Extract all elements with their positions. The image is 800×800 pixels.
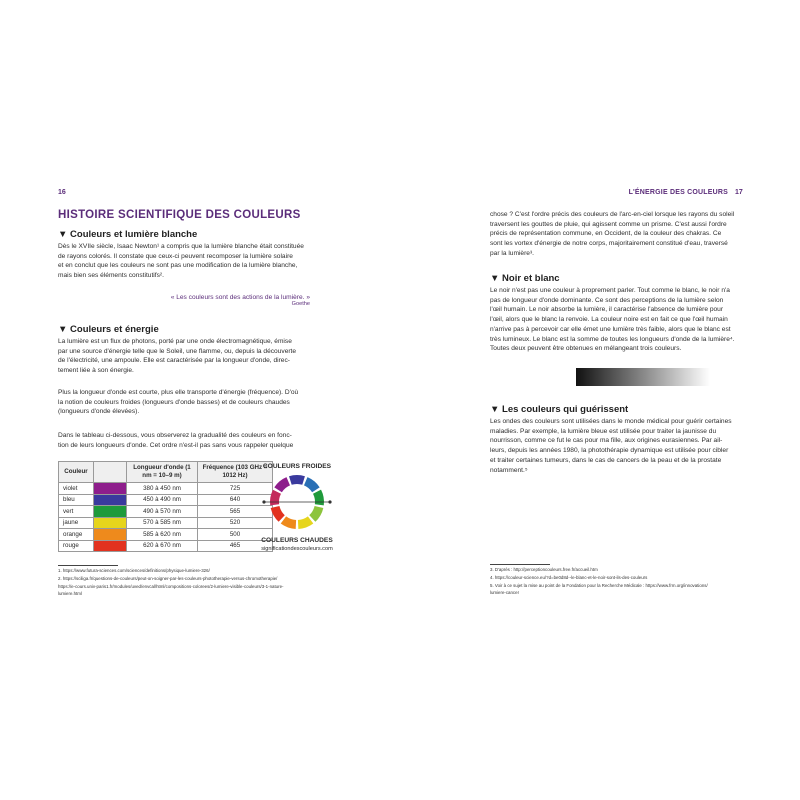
section-noir-blanc xyxy=(490,273,745,354)
wheel-segment xyxy=(270,490,281,506)
page-number-right: 17 xyxy=(735,189,743,196)
section-body: Les ondes des couleurs sont utilisées dans le monde médical pour guérir certaines maladies. Par exemple, la lumière bleue est utilisée pour traiter la jaunisse du nourrisson, comme ce fut le cas pour ma fille, aux origines eurasiennes. Par ail- leurs, depuis les années 1980, la photothérapie dynamique est utilisée pour cibler et traiter certaines tumeurs, dans le cas de cancers de la peau et de la prostate notamment.⁵ xyxy=(490,418,732,474)
section-heading: ▼ Couleurs et lumière blanche xyxy=(58,229,198,240)
section-body: Dès le XVIIe siècle, Isaac Newton¹ a compris que la lumière blanche était constituée de rayons colorés. Il constate que ceux-ci peuvent recomposer la lumière solaire et en conclut que les couleurs ne sont pas une modification de la lumière blanche, mais bien ses éléments constitutifs². xyxy=(58,243,304,280)
color-name: orange xyxy=(59,529,94,541)
footnotes-left: 1. https://www.futura-sciences.com/sciences/definitions/physique-lumiere-326/ 2. https://sciliga.fr/questions-de-couleurs/peut-on-soigner-par-les-couleurs-phototherapie-versus-chromotherapie/ https://e-cours.univ-paris1.fr/modules/uved/envcal/html/compositions-colorees/2-lumiere-visible-couleurs/3-1-nature- lumiere.html xyxy=(58,568,284,597)
paragraph-tableau: Dans le tableau ci-dessous, vous observerez la gradualité des couleurs en fonc- tion de leurs longueurs d'onde. Cet ordre n'est-il pas sans vous rappeler quelque xyxy=(58,432,294,449)
frequency-cell: 565 xyxy=(198,506,273,518)
paragraph-frequence: Plus la longueur d'onde est courte, plus elle transporte d'énergie (fréquence). D'où la notion de couleurs froides (longueurs d'onde basses) et de couleurs chaudes (longueurs d'onde élevées). xyxy=(58,389,299,416)
frequency-cell: 500 xyxy=(198,529,273,541)
color-swatch xyxy=(94,506,127,518)
wheel-segment xyxy=(271,506,285,522)
section-body: La lumière est un flux de photons, porté par une onde électromagnétique, émise par une source d'énergie telle que le Soleil, une flamme, ou, depuis la découverte de l'électricité, une ampoule. Elle est caractérisée par la longueur d'onde, direc- tement liée à son énergie. xyxy=(58,338,297,375)
wheel-segment xyxy=(298,516,313,529)
color-name: violet xyxy=(59,483,94,495)
quote-source: Goethe xyxy=(291,301,310,307)
section-heading: ▼ Noir et blanc xyxy=(490,273,560,284)
color-swatch xyxy=(94,483,127,495)
wavelength-cell: 490 à 570 nm xyxy=(127,506,198,518)
continuation-paragraph: chose ? C'est l'ordre précis des couleurs de l'arc-en-ciel lorsque les rayons du soleil traversent les gouttes de pluie, qui agissent comme un prisme. C'est aussi l'ordre précis de représentation commune, en Occident, de la couleur des chakras. Ce sont les vortex d'énergie de notre corps, majoritairement constitué d'eau, traversé par la lumière³. xyxy=(490,211,735,257)
color-name: vert xyxy=(59,506,94,518)
frequency-cell: 520 xyxy=(198,517,273,529)
frequency-cell: 465 xyxy=(198,540,273,552)
wheel-right-dot xyxy=(328,500,331,503)
header-swatch xyxy=(94,462,127,483)
wavelength-cell: 570 à 585 nm xyxy=(127,517,198,529)
table-header-row xyxy=(59,462,273,483)
chapter-title: HISTOIRE SCIENTIFIQUE DES COULEURS xyxy=(58,209,301,221)
wheel-left-dot xyxy=(262,500,265,503)
color-swatch xyxy=(94,529,127,541)
page-number-left: 16 xyxy=(58,189,66,196)
header-longueur: Longueur d'onde (1 nm = 10–9 m) xyxy=(127,462,198,483)
color-name: jaune xyxy=(59,517,94,529)
section-lumiere-blanche xyxy=(58,229,378,281)
wheel-segment xyxy=(313,490,324,506)
wavelength-cell: 585 à 620 nm xyxy=(127,529,198,541)
table-row xyxy=(59,517,273,529)
section-couleurs-guerissent xyxy=(490,404,745,475)
wavelength-cell: 620 à 670 nm xyxy=(127,540,198,552)
running-head: L'ÉNERGIE DES COULEURS xyxy=(628,189,728,196)
section-heading: ▼ Couleurs et énergie xyxy=(58,324,159,335)
footnote-rule-right xyxy=(490,564,550,565)
table-row xyxy=(59,483,273,495)
black-white-gradient xyxy=(576,368,710,386)
wheel-top-label: COULEURS FROIDES xyxy=(262,463,332,470)
table-row xyxy=(59,529,273,541)
wavelength-table xyxy=(58,461,273,552)
wheel-segment xyxy=(274,477,290,492)
wheel-source: significationdescouleurs.com xyxy=(261,546,333,552)
table-row xyxy=(59,506,273,518)
color-wheel xyxy=(260,474,334,534)
section-couleurs-energie xyxy=(58,324,378,376)
color-swatch xyxy=(94,494,127,506)
frequency-cell: 725 xyxy=(198,483,273,495)
section-heading: ▼ Les couleurs qui guérissent xyxy=(490,404,629,415)
wheel-bottom-label: COULEURS CHAUDES xyxy=(261,537,333,544)
wavelength-cell: 380 à 450 nm xyxy=(127,483,198,495)
footnote-rule-left xyxy=(58,565,118,566)
wavelength-cell: 450 à 490 nm xyxy=(127,494,198,506)
color-name: bleu xyxy=(59,494,94,506)
goethe-quote: « Les couleurs sont des actions de la lumière. » Goethe xyxy=(140,294,310,307)
wheel-segment xyxy=(289,475,305,485)
wheel-segment xyxy=(304,477,320,492)
section-body: Le noir n'est pas une couleur à proprement parler. Tout comme le blanc, le noir n'a pas de longueur d'onde dominante. Ce sont des perceptions de la lumière selon l'œil humain. Le noir absorbe la lumière, il caractérise l'absence de lumière pour l'œil, alors que le blanc la renvoie. La couleur noire est en fait ce que l'œil humain n'arrive pas à percevoir car elle émet une lumière très faible, alors que le blanc est très lumineux. Le blanc est la somme de toutes les longueurs d'onde de la lumière⁴. Toutes deux peuvent être obtenues en mélangeant trois couleurs. xyxy=(490,287,735,353)
header-couleur: Couleur xyxy=(59,462,94,483)
color-swatch xyxy=(94,540,127,552)
table-row xyxy=(59,494,273,506)
header-frequence: Fréquence (103 GHz = 1012 Hz) xyxy=(198,462,273,483)
color-name: rouge xyxy=(59,540,94,552)
frequency-cell: 640 xyxy=(198,494,273,506)
wheel-segment xyxy=(309,506,323,522)
footnotes-right: 3. D'après : http://perceptioncouleurs.free.fr/accueil.htm 4. https://couleur-science.eu/?d=be0d8d--le-blanc-et-le-noir-sont-ils-des-couleurs 5. Voir à ce sujet la mise au point de la Fondation pour la Recherche Médicale : https://www.frm.org/innovations/ lumiere-cancer xyxy=(490,567,708,596)
wheel-segment xyxy=(281,516,296,529)
table-row xyxy=(59,540,273,552)
color-swatch xyxy=(94,517,127,529)
